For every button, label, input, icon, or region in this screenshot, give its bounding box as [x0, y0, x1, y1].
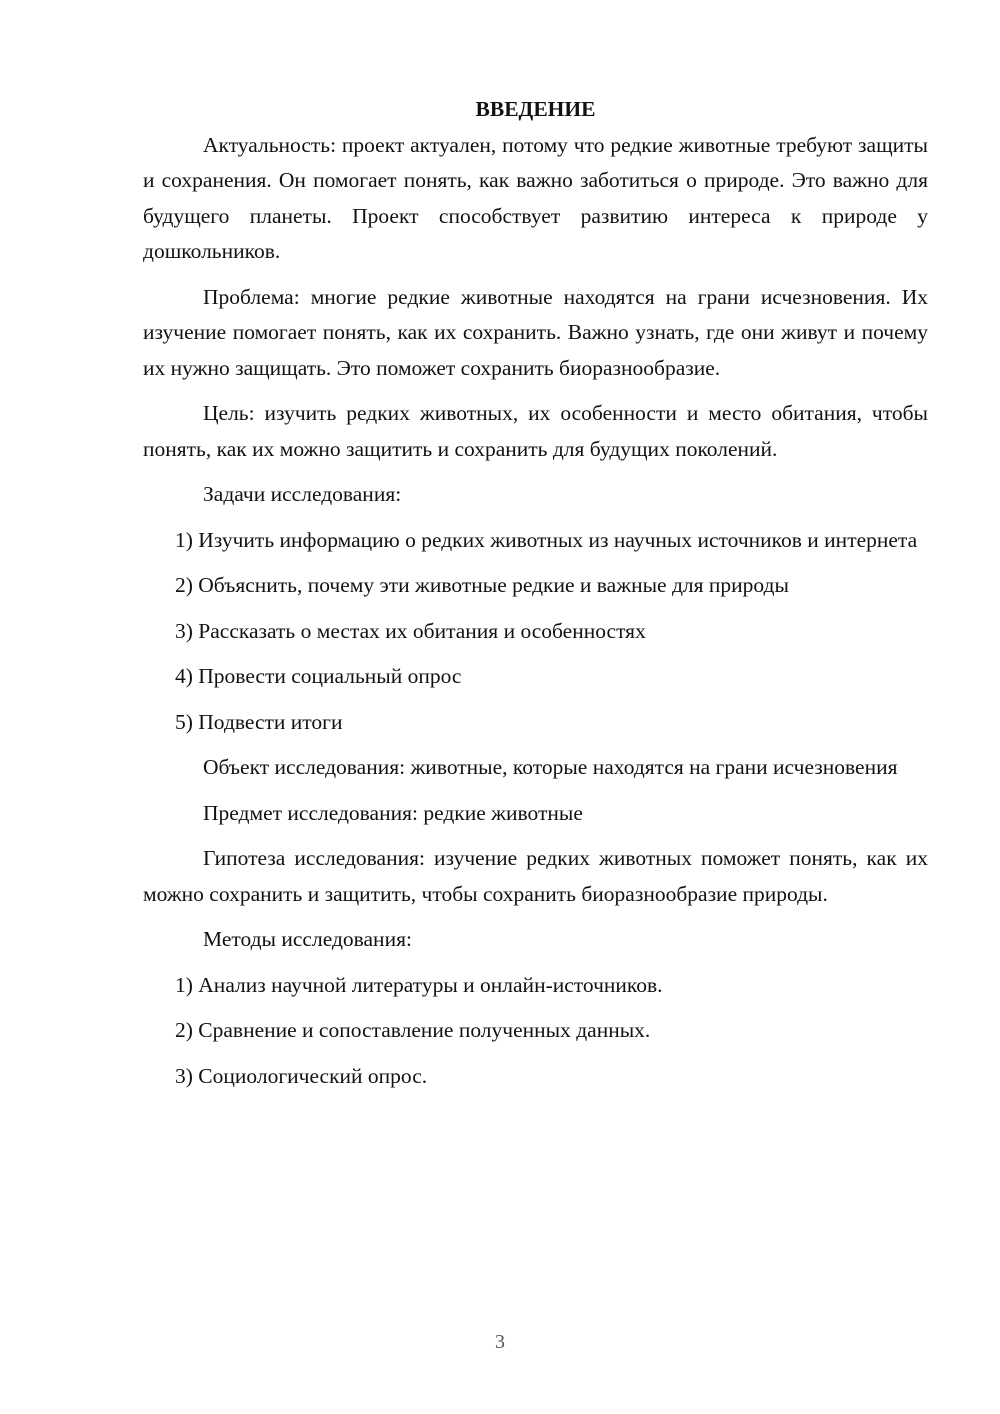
task-item-2: 2) Объяснить, почему эти животные редкие и важные для природы: [175, 573, 789, 597]
methods-heading: Методы исследования:: [203, 927, 412, 951]
task-item-1: 1) Изучить информацию о редких животных из научных источников и интернета: [175, 527, 918, 552]
goal-paragraph: Цель: изучить редких животных, их особенности и место обитания, чтобы понять, как их можно защитить и сохранить для будущих поколений.: [143, 401, 928, 461]
problem-paragraph: Проблема: многие редкие животные находятся на грани исчезновения. Их изучение помогает понять, как их сохранить. Важно узнать, где они живут и почему их нужно защищать. Это поможет сохранить биоразнообразие.: [143, 284, 928, 380]
page-number: 3: [495, 1331, 505, 1353]
task-item-5: 5) Подвести итоги: [175, 709, 343, 734]
method-item-2: 2) Сравнение и сопоставление полученных данных.: [175, 1018, 651, 1042]
section-title: ВВЕДЕНИЕ: [475, 97, 596, 121]
task-item-3: 3) Рассказать о местах их обитания и особенностях: [175, 618, 646, 643]
method-item-1: 1) Анализ научной литературы и онлайн-источников.: [175, 972, 663, 997]
task-item-4: 4) Провести социальный опрос: [175, 664, 462, 688]
hypothesis-paragraph: Гипотеза исследования: изучение редких животных поможет понять, как их можно сохранить и защитить, чтобы сохранить биоразнообразие природы.: [143, 846, 928, 906]
relevance-paragraph: Актуальность: проект актуален, потому что редкие животные требуют защиты и сохранения. Он помогает понять, как важно заботиться о природе. Это важно для будущего планеты. Проект способствует развитию интереса к природе у дошкольников.: [143, 132, 928, 263]
method-item-3: 3) Социологический опрос.: [175, 1063, 428, 1088]
object-paragraph: Объект исследования: животные, которые находятся на грани исчезновения: [203, 755, 898, 779]
document-page: [143, 92, 928, 1104]
subject-paragraph: Предмет исследования: редкие животные: [203, 800, 583, 825]
tasks-heading: Задачи исследования:: [203, 482, 402, 506]
